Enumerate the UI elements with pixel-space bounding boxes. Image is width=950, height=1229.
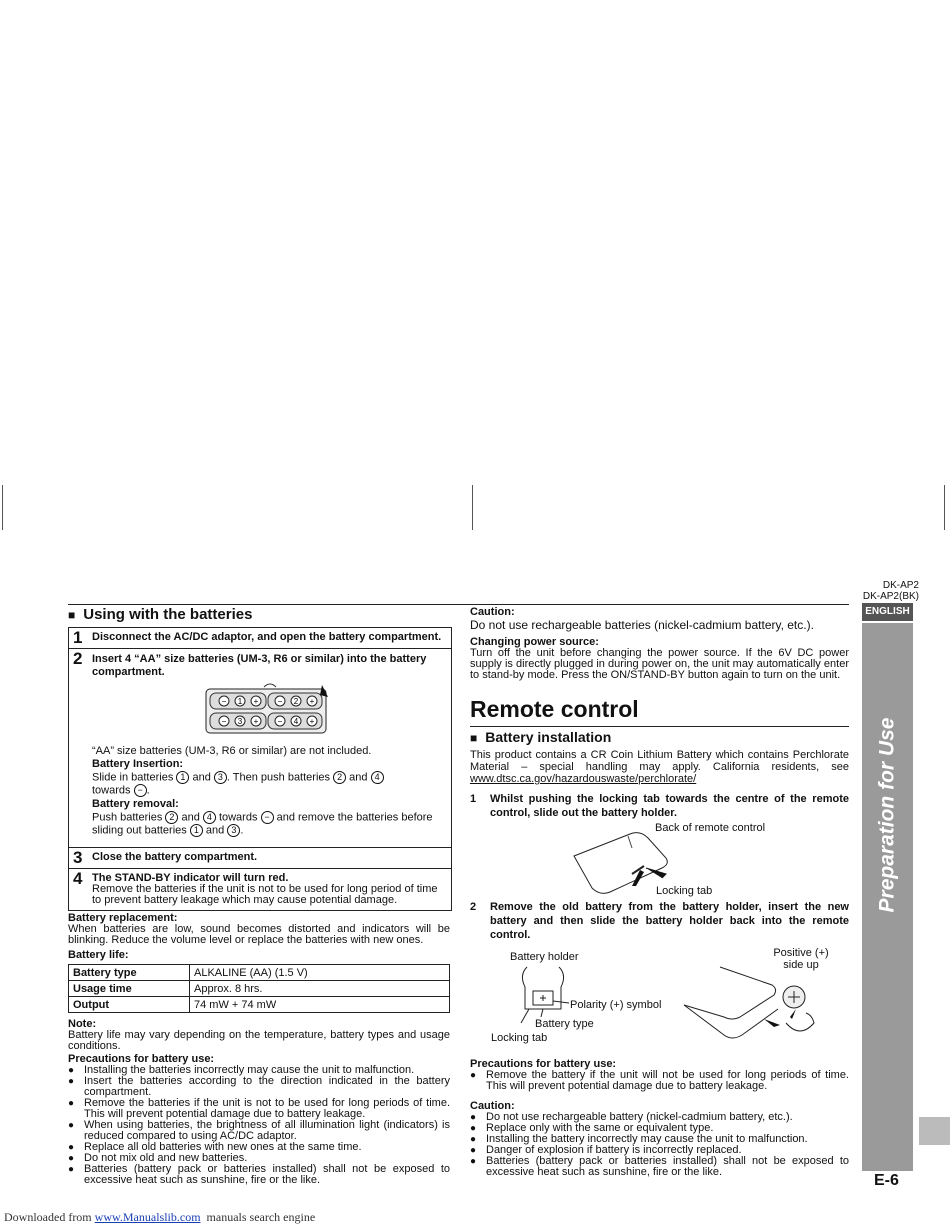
model-line-1: DK-AP2 (882, 580, 919, 591)
list-item: ● Replace only with the same or equivalent type. (470, 1123, 849, 1134)
battery-installation-heading-text: Battery installation (485, 729, 612, 745)
remote-caution-list (470, 1112, 849, 1178)
perchlorate-intro (470, 749, 849, 785)
square-bullet-icon: ■ (68, 608, 76, 622)
remote-step-2 (470, 900, 849, 942)
battery-installation-heading (470, 729, 611, 745)
battery-replacement (68, 913, 450, 946)
precautions-list (68, 1065, 450, 1186)
insertion-text: Slide in batteries 1 and 3 . Then push batteries 2 and 4 (92, 771, 437, 784)
note-heading: Note: (68, 1018, 97, 1030)
step-2 (69, 649, 451, 848)
page-number: E-6 (874, 1172, 899, 1189)
step-2-details (92, 745, 437, 838)
batteries-heading (68, 606, 252, 623)
removal-text-2: sliding out batteries 1 and 3 . (92, 824, 244, 837)
remote-precautions-heading: Precautions for battery use: (470, 1058, 617, 1070)
side-up-label: side up (783, 959, 819, 971)
language-tab: ENGLISH (862, 603, 913, 621)
svg-text:−: − (277, 717, 283, 726)
remote-caution-heading: Caution: (470, 1100, 515, 1112)
step-number: 4 (73, 869, 83, 888)
step-text: Disconnect the AC/DC adaptor, and open the battery compartment. (92, 631, 442, 643)
svg-text:+: + (253, 717, 259, 726)
svg-text:4: 4 (293, 717, 299, 726)
locking-tab-label-2: Locking tab (491, 1032, 548, 1044)
crop-mark-center (472, 485, 473, 530)
insertion-heading: Battery Insertion: (92, 758, 184, 770)
step-4-sub: Remove the batteries if the unit is not to be used for long period of time to prevent battery leakage which may cause potential damage. (92, 883, 438, 906)
svg-text:+: + (309, 717, 315, 726)
remote-caution (470, 1101, 849, 1178)
step-1 (69, 628, 451, 649)
svg-text:+: + (253, 697, 259, 706)
footer-prefix: Downloaded from (4, 1210, 95, 1224)
step-text: Insert 4 “AA” size batteries (UM-3, R6 or similar) into the battery compartment. (92, 653, 427, 678)
step-3 (69, 848, 451, 869)
remote-control-title: Remote control (470, 696, 639, 722)
crop-mark-right (944, 485, 945, 530)
positive-side-label (770, 947, 832, 971)
battery-replacement-heading: Battery replacement: (68, 912, 178, 924)
step-number: 1 (73, 628, 83, 647)
svg-text:+: + (309, 697, 315, 706)
svg-text:−: − (221, 717, 227, 726)
list-item: ● Installing the batteries incorrectly may cause the unit to malfunction. (68, 1065, 450, 1076)
svg-text:−: − (221, 697, 227, 706)
step-number: 1 (470, 793, 477, 805)
footer-suffix: manuals search engine (200, 1210, 316, 1224)
step-text: Remove the old battery from the battery holder, insert the new battery and then slide the battery holder back into the remote control. (490, 901, 849, 941)
removal-heading: Battery removal: (92, 797, 179, 810)
locking-tab-label: Locking tab (656, 885, 713, 897)
step-4 (69, 869, 451, 911)
coin-battery-illustration (682, 965, 822, 1045)
list-item: ● Remove the battery if the unit will not be used for long periods of time. This will prevent potential damage due to battery leakage. (470, 1070, 849, 1092)
svg-text:−: − (277, 697, 283, 706)
list-item: ● Remove the batteries if the unit is not to be used for long periods of time. This will prevent potential damage due to battery leakage. (68, 1098, 450, 1120)
battery-replacement-text: When batteries are low, sound becomes distorted and indicators will be blinking. Reduce the volume level or replace the batteries with new ones. (68, 923, 450, 946)
perchlorate-link[interactable]: www.dtsc.ca.gov/hazardouswaste/perchlorate/ (470, 773, 697, 785)
back-of-remote-label: Back of remote control (655, 822, 766, 834)
sidebar-title (862, 623, 913, 1171)
crop-mark-left (2, 485, 3, 530)
intro-text: This product contains a CR Coin Lithium Battery which contains Perchlorate Material – special handling may apply. California residents, see (470, 749, 849, 773)
battery-life-table (68, 964, 450, 1013)
footer (4, 1210, 315, 1225)
manualslib-link[interactable]: www.Manualslib.com (94, 1210, 201, 1224)
table-key: Battery type (69, 965, 190, 981)
list-item: ● Do not mix old and new batteries. (68, 1153, 450, 1164)
power-source-block (470, 637, 849, 681)
model-line-2: DK-AP2(BK) (862, 591, 919, 602)
battery-note (68, 1019, 450, 1052)
table-value: ALKALINE (AA) (1.5 V) (190, 965, 450, 981)
list-item: ● Danger of explosion if battery is incorrectly replaced. (470, 1145, 849, 1156)
power-source-text: Turn off the unit before changing the power source. If the 6V DC power supply is directly plugged in during power on, the unit may automatically enter to stand-by mode. Press the ON/STAND-BY button again to turn on the unit. (470, 647, 849, 681)
caution-heading: Caution: (470, 606, 515, 618)
remote-precautions (470, 1059, 849, 1092)
step-text: The STAND-BY indicator will turn red. (92, 872, 289, 884)
list-item: ● When using batteries, the brightness of all illumination light (indicators) is reduced compared to using AC/DC adaptor. (68, 1120, 450, 1142)
step-text: Close the battery compartment. (92, 851, 258, 863)
battery-life-heading: Battery life: (68, 949, 129, 961)
polarity-symbol-label: Polarity (+) symbol (570, 999, 662, 1011)
table-value: Approx. 8 hrs. (190, 981, 450, 997)
list-item: ● Installing the battery incorrectly may cause the unit to malfunction. (470, 1134, 849, 1145)
note-text: Battery life may vary depending on the temperature, battery types and usage conditions. (68, 1029, 450, 1052)
step-number: 3 (73, 848, 83, 867)
steps-box (68, 627, 452, 911)
svg-text:3: 3 (237, 717, 243, 726)
list-item: ● Batteries (battery pack or batteries installed) shall not be exposed to excessive heat such as sunshine, fire or the like. (470, 1156, 849, 1178)
list-item: ● Batteries (battery pack or batteries installed) shall not be exposed to excessive heat such as sunshine, fire or the like. (68, 1164, 450, 1186)
step-text: Whilst pushing the locking tab towards the centre of the remote control, slide out the battery holder. (490, 793, 849, 819)
thumb-tab (919, 1117, 950, 1145)
battery-precautions (68, 1054, 450, 1186)
svg-text:2: 2 (293, 697, 299, 706)
section-rule (68, 604, 849, 605)
caution-block (470, 607, 849, 632)
table-row (69, 981, 450, 997)
batteries-not-included-note: “AA” size batteries (UM-3, R6 or similar) are not included. (92, 745, 372, 757)
removal-text: Push batteries 2 and 4 towards − and remove the batteries before (92, 811, 433, 824)
batteries-heading-text: Using with the batteries (83, 606, 253, 623)
power-source-heading: Changing power source: (470, 636, 599, 648)
battery-holder-label: Battery holder (510, 951, 579, 963)
list-item: ● Do not use rechargeable battery (nickel-cadmium battery, etc.). (470, 1112, 849, 1123)
positive-label: Positive (+) (773, 947, 829, 959)
remote-step-1 (470, 792, 849, 820)
table-key: Output (69, 997, 190, 1013)
sidebar-title-text: Preparation for Use (875, 717, 899, 913)
title-rule (470, 726, 849, 727)
battery-type-label: Battery type (535, 1018, 594, 1030)
step-number: 2 (470, 901, 477, 913)
table-key: Usage time (69, 981, 190, 997)
precautions-heading: Precautions for battery use: (68, 1053, 215, 1065)
model-number (863, 580, 919, 602)
remote-precautions-list (470, 1070, 849, 1092)
list-item: ● Replace all old batteries with new ones at the same time. (68, 1142, 450, 1153)
svg-text:1: 1 (237, 697, 243, 706)
table-row (69, 997, 450, 1013)
caution-text: Do not use rechargeable batteries (nickel-cadmium battery, etc.). (470, 618, 814, 632)
step-number: 2 (73, 649, 83, 668)
list-item: ● Insert the batteries according to the direction indicated in the battery compartment. (68, 1076, 450, 1098)
square-bullet-icon: ■ (470, 731, 478, 745)
battery-compartment-illustration (204, 683, 334, 737)
insertion-text-2: towards − . (92, 784, 150, 797)
table-row (69, 965, 450, 981)
table-value: 74 mW + 74 mW (190, 997, 450, 1013)
